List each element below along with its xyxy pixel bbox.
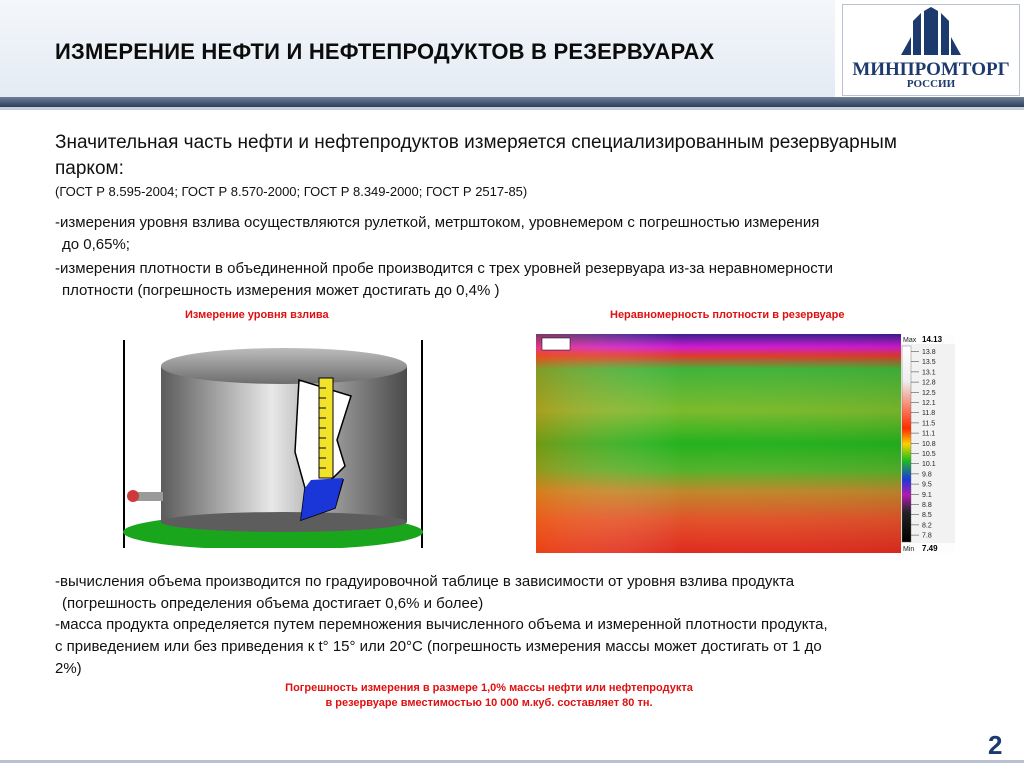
bullet-line: (погрешность определения объема достигает 0,6% и более) <box>62 595 484 612</box>
note-line-1: Погрешность измерения в размере 1,0% массы нефти или нефтепродукта <box>285 682 693 694</box>
scale-min-value: 7.49 <box>922 544 938 553</box>
scale-tick-label: 9.1 <box>922 491 932 499</box>
scale-max-prefix: Max <box>903 337 917 344</box>
bullet-mass-calculation <box>55 614 965 680</box>
bullet-line: -вычисления объема производится по градуировочной таблице в зависимости от уровня взлива продукта <box>55 573 795 590</box>
intro-text: Значительная часть нефти и нефтепродуктов измеряется специализированным резервуарным парком: <box>55 132 897 179</box>
header-stripe <box>0 97 1024 107</box>
scale-max-value: 14.13 <box>922 335 943 344</box>
footer-line <box>0 760 1024 763</box>
scale-tick-label: 7.8 <box>922 532 932 540</box>
bullet-line: с приведением или без приведения к t° 15° или 20°С (погрешность измерения массы может достигать от 1 до <box>55 638 822 655</box>
scale-tick-label: 9.5 <box>922 481 932 489</box>
scale-tick-label: 8.8 <box>922 502 932 509</box>
left-image-caption: Измерение уровня взлива <box>185 309 329 321</box>
scale-tick-label: 12.1 <box>922 400 936 407</box>
scale-tick-label: 8.2 <box>922 522 932 530</box>
scale-tick-label: 11.5 <box>922 420 936 428</box>
bullet-line: плотности (погрешность измерения может достигать до 0,4% ) <box>62 282 500 299</box>
scale-tick-label: 13.5 <box>922 359 936 367</box>
scale-tick-label: 8.5 <box>922 512 932 520</box>
gost-references: (ГОСТ Р 8.595-2004; ГОСТ Р 8.570-2000; ГОСТ Р 8.349-2000; ГОСТ Р 2517-85) <box>55 184 528 199</box>
page-number: 2 <box>988 730 1003 760</box>
bullet-line: -масса продукта определяется путем перемножения вычисленного объема и измеренной плотности продукта, <box>55 616 828 633</box>
bullet-line: -измерения уровня взлива осуществляются рулеткой, метрштоком, уровнемером с погрешностью измерения <box>55 214 820 231</box>
scale-tick-label: 10.8 <box>922 440 936 448</box>
bullet-line: -измерения плотности в объединенной пробе производится с трех уровней резервуара из-за неравномерности <box>55 260 833 277</box>
scale-tick-label: 13.1 <box>922 369 936 377</box>
header-bar <box>0 0 835 97</box>
scale-tick-label: 12.5 <box>922 389 936 397</box>
page-title: ИЗМЕРЕНИЕ НЕФТИ И НЕФТЕПРОДУКТОВ В РЕЗЕРВУАРАХ <box>55 39 715 64</box>
scale-tick-label: 11.1 <box>922 430 936 438</box>
logo-subtitle: РОССИИ <box>906 78 956 90</box>
scale-tick-label: 13.8 <box>922 349 936 356</box>
scale-min-prefix: Min <box>903 546 915 553</box>
scale-tick-label: 9.8 <box>922 471 932 479</box>
right-image-caption: Неравномерность плотности в резервуаре <box>610 309 845 321</box>
density-heatmap <box>536 334 955 553</box>
bullet-level-measurement <box>55 212 965 256</box>
tank-illustration <box>123 340 423 548</box>
bullet-density-measurement <box>55 258 965 302</box>
scale-tick-label: 12.8 <box>922 379 936 387</box>
bullet-line: 2%) <box>55 660 82 677</box>
bullet-volume-calculation <box>55 571 965 615</box>
scale-tick-label: 11.8 <box>922 410 936 418</box>
scale-tick-label: 10.1 <box>922 461 936 469</box>
header-stripe-light <box>0 107 1024 110</box>
ministry-emblem-icon <box>901 7 961 57</box>
scale-tick-label: 10.5 <box>922 451 936 458</box>
bullet-line: до 0,65%; <box>62 236 130 253</box>
ministry-logo <box>842 4 1020 96</box>
logo-name: МИНПРОМТОРГ <box>852 59 1010 80</box>
note-line-2: в резервуаре вместимостью 10 000 м.куб. составляет 80 тн. <box>325 697 653 709</box>
